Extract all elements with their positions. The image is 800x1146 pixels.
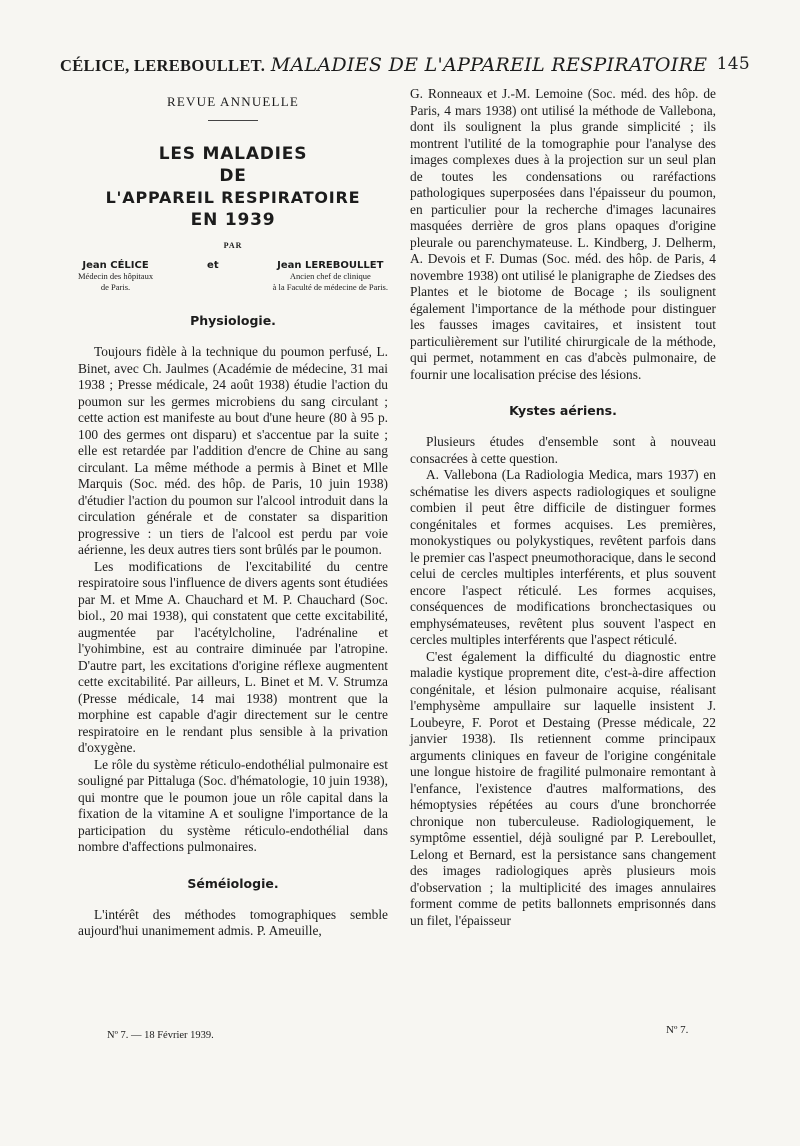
paragraph: G. Ronneaux et J.-M. Lemoine (Soc. méd. des hôp. de Paris, 4 mars 1938) ont utilisé la méthode de Vallebona, dont ils soulignent la plus grande simplicité ; ils montrent l'utilité de la tomographie pour l'analyse des images complexes dues à la projection sur un seul plan de toutes les condensations ou raréfactions pathologiques superposées dans l'épaisseur du poumon, en particulier pour la recherche d'images lacunaires masquées derrière de gros plans opaques d'origine pleurale ou parenchymateuse. L. Kindberg, J. Delherm, A. Devois et F. Dumas (Soc. méd. des hôp. de Paris, 4 novembre 1938) ont utilisé le planigraphe de Ziedses des Plantes et le biotome de Bocage ; ils soulignent également l'importance de la méthode pour distinguer les fausses images cavitaires, et insistent tout particulièrement sur l'utilité chirurgicale de la méthode, qui permet, notamment en cas d'abcès pulmonaire, de fournir une localisation précise des lésions. [410,86,716,382]
article-title-line: EN 1939 [190,210,276,230]
paragraph: C'est également la difficulté du diagnostic entre maladie kystique proprement dite, c'est-à-dire affection congénitale, et lésion pulmonaire acquise, réalisant l'emphysème ampullaire sur laquelle insistent J. Loubeyre, F. Porot et Destaing (Presse médicale, 22 janvier 1938). Ils retiennent comme principaux arguments cliniques en faveur de l'origine congénitale une longue histoire de fragilité pulmonaire remontant à l'enfance, l'existence d'autres malformations, des hémoptysies répétées au cours d'une bronchorrée chronique non tuberculeuse. Radiologiquement, le symptôme essentiel, déjà souligné par P. Lereboullet, Lelong et Bernard, est la persistance sans changement des images radiologiques après plusieurs mois d'observation ; la multiplicité des images annulaires forment comme de petits ballonnets emprisonnés dans un filet, l'épaisseur [410,648,716,928]
author-role: Médecin des hôpitaux [78,271,154,281]
author-name: Jean LEREBOULLET [277,260,384,271]
paragraph: Le rôle du système réticulo-endothélial pulmonaire est souligné par Pittaluga (Soc. d'hématologie, 10 juin 1938), qui montre que le poumon joue un rôle capital dans la fixation de la vitamine A et souligne l'importance de la participation du système réticulo-endothélial dans nombre d'affections pulmonaires. [78,756,388,854]
author-place: à la Faculté de médecine de Paris. [272,282,388,292]
author-celice [78,260,153,293]
author-place: de Paris. [100,282,131,292]
author-conjunction: et [207,260,219,271]
article-title-line: L'APPAREIL RESPIRATOIRE [105,188,361,207]
paragraph: A. Vallebona (La Radiologia Medica, mars 1937) en schématise les divers aspects radiologiques et souligne combien il peut être difficile de distinguer formes congénitales et formes acquises. Les premières, monokystiques ou polykystiques, revêtent parfois dans le premier cas l'aspect pneumothoracique, dans le second celui de cercles multiples interférents, et plus souvent encore l'aspect réticulé. Les formes acquises, conséquences de modifications bronchectasiques ou emphysémateuses, revêtent plus souvent l'aspect en cercles multiples interférents que l'aspect réticulé. [410,467,716,647]
author-name: Jean CÉLICE [82,260,149,271]
article-title-line: DE [219,166,247,186]
left-column [78,86,388,940]
paragraph: Les modifications de l'excitabilité du centre respiratoire sous l'influence de divers agents sont étudiées par M. et Mme A. Chauchard et M. P. Chauchard (Soc. biol., 20 mai 1938), qui constatent que cette excitabilité, augmentée par l'acétylcholine, l'adrénaline et l'yohimbine, est au contraire diminuée par l'atropine. D'autre part, les excitations d'origine réflexe augmentent cette excitabilité. Par ailleurs, L. Binet et M. V. Strumza (Presse médicale, 14 mai 1938) montrent que la morphine est capable d'agir directement sur le centre respiratoire en le rendant plus sensible à la privation d'oxygène. [78,558,388,755]
running-head-authors: CÉLICE, LEREBOULLET. [60,56,266,75]
page-number: 145 [716,54,750,74]
footer-issue-number: Nº 7. [666,1024,689,1036]
author-row [78,260,388,293]
article-title-line: LES MALADIES [158,144,308,164]
section-heading-physiologie: Physiologie. [190,313,276,328]
footer-issue-date: Nº 7. — 18 Février 1939. [107,1030,214,1041]
section-heading-semeiologie: Séméiologie. [187,875,279,891]
running-head-section-title: MALADIES DE L'APPAREIL RESPIRATOIRE [270,54,708,76]
article-title [78,143,388,231]
masthead: REVUE ANNUELLE [167,94,299,109]
byline-par: PAR [223,241,243,250]
author-lereboullet [273,260,388,293]
paragraph: L'intérêt des méthodes tomographiques semble aujourd'hui unanimement admis. P. Ameuille, [78,906,388,938]
right-column [410,86,716,929]
running-head [60,54,750,76]
paragraph: Toujours fidèle à la technique du poumon perfusé, L. Binet, avec Ch. Jaulmes (Académie de médecine, 31 mai 1938 ; Presse médicale, 24 août 1938) étudie l'action du poumon sur les germes microbiens du sang circulant ; cette action est manifeste au bout d'une heure (80 à 95 p. 100 des germes ont disparu) et s'accentue par la suite ; elle est retardée par l'addition d'encre de Chine au sang circulant. La même méthode a permis à Binet et Mlle Marquis (Soc. méd. des hôp. de Paris, 10 juin 1938) d'étudier l'action du poumon sur l'alcool introduit dans la circulation générale et de constater sa disparition progressive : un tiers de l'alcool est perdu par voie aérienne, les deux autres tiers sont brûlés par le poumon. [78,344,388,557]
paragraph: Plusieurs études d'ensemble sont à nouveau consacrées à cette question. [410,434,716,466]
masthead-rule [208,120,258,121]
author-role: Ancien chef de clinique [289,271,371,281]
section-heading-kystes: Kystes aériens. [509,403,617,418]
